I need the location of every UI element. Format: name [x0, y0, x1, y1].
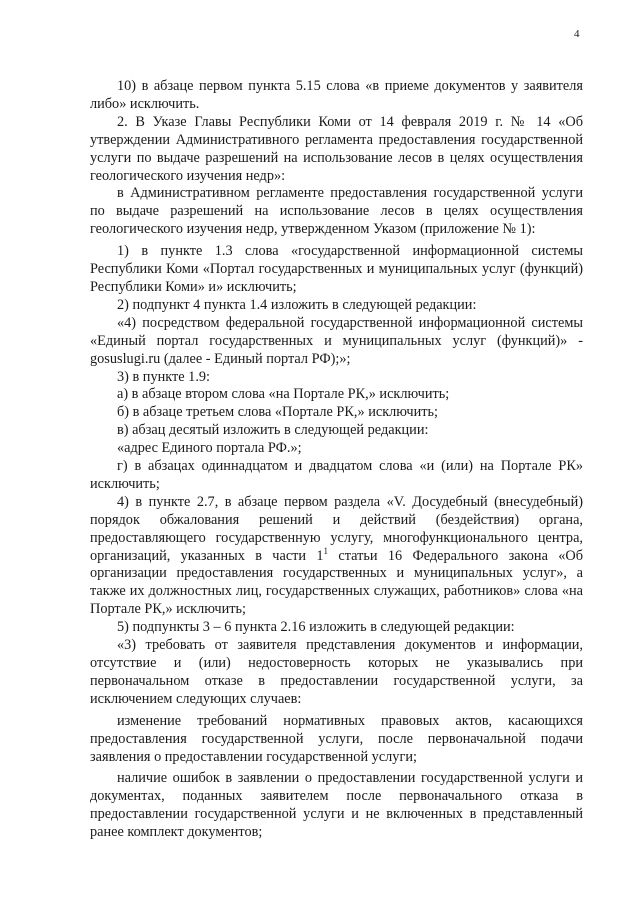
paragraph-item-4: [90, 494, 583, 619]
paragraph: наличие ошибок в заявлении о предоставлении государственной услуги и документах, поданных заявителем после первоначального отказа в предоставлении государственной услуги и не включенных в представленный ранее комплект документов;: [90, 770, 583, 841]
paragraph: в) абзац десятый изложить в следующей редакции:: [117, 422, 429, 439]
paragraph: «3) требовать от заявителя представления документов и информации, отсутствие и (или) недостоверность которых не указывались при первоначальном отказе в предоставлении государственной услуги, за исключением следующих случаев:: [90, 637, 583, 707]
document-body: [90, 78, 583, 842]
paragraph: 2. В Указе Главы Республики Коми от 14 февраля 2019 г. № 14 «Об утверждении Административного регламента предоставления государственной услуги по выдаче разрешений на использование лесов в целях осуществления геологического изучения недр»:: [90, 113, 583, 184]
paragraph: б) в абзаце третьем слова «Портале РК,» исключить;: [117, 404, 438, 421]
superscript: 1: [323, 545, 329, 556]
paragraph: изменение требований нормативных правовых актов, касающихся предоставления государственной услуги, после первоначальной подачи заявления о предоставлении государственной услуги;: [90, 712, 583, 765]
item4-text-after: статьи 16 Федерального закона «Об организации предоставления государственных и муниципальных услуг», а также их должностных лиц, государственных служащих, работников» слова «на Портале РК,» исключить;: [90, 547, 583, 618]
paragraph: в Административном регламенте предоставления государственной услуги по выдаче разрешений на использование лесов в целях осуществления геологического изучения недр, утвержденном Указом (приложение № 1):: [90, 185, 583, 238]
paragraph: 5) подпункты 3 – 6 пункта 2.16 изложить в следующей редакции:: [117, 619, 515, 636]
paragraph: 10) в абзаце первом пункта 5.15 слова «в приеме документов у заявителя либо» исключить.: [90, 78, 583, 112]
paragraph: «адрес Единого портала РФ.»;: [117, 440, 302, 457]
paragraph: 3) в пункте 1.9:: [117, 368, 211, 385]
page-number: 4: [574, 28, 580, 40]
paragraph: 1) в пункте 1.3 слова «государственной информационной системы Республики Коми «Портал государственных и муниципальных услуг (функций) Республики Коми» и» исключить;: [90, 243, 583, 295]
item4-text-before: 4) в пункте 2.7, в абзаце первом раздела «V. Досудебный (внесудебный) порядок обжалования решений и действий (бездействия) органа, предоставляющего государственную услугу, многофункционального центра, организаций, указанных в части 1: [90, 493, 583, 564]
paragraph: 2) подпункт 4 пункта 1.4 изложить в следующей редакции:: [117, 296, 477, 313]
paragraph: «4) посредством федеральной государственной информационной системы «Единый портал государственных и муниципальных услуг (функций)» - gosuslugi.ru (далее - Единый портал РФ);»;: [90, 314, 583, 367]
paragraph: а) в абзаце втором слова «на Портале РК,» исключить;: [117, 386, 450, 403]
paragraph: г) в абзацах одиннадцатом и двадцатом слова «и (или) на Портале РК» исключить;: [90, 458, 583, 492]
